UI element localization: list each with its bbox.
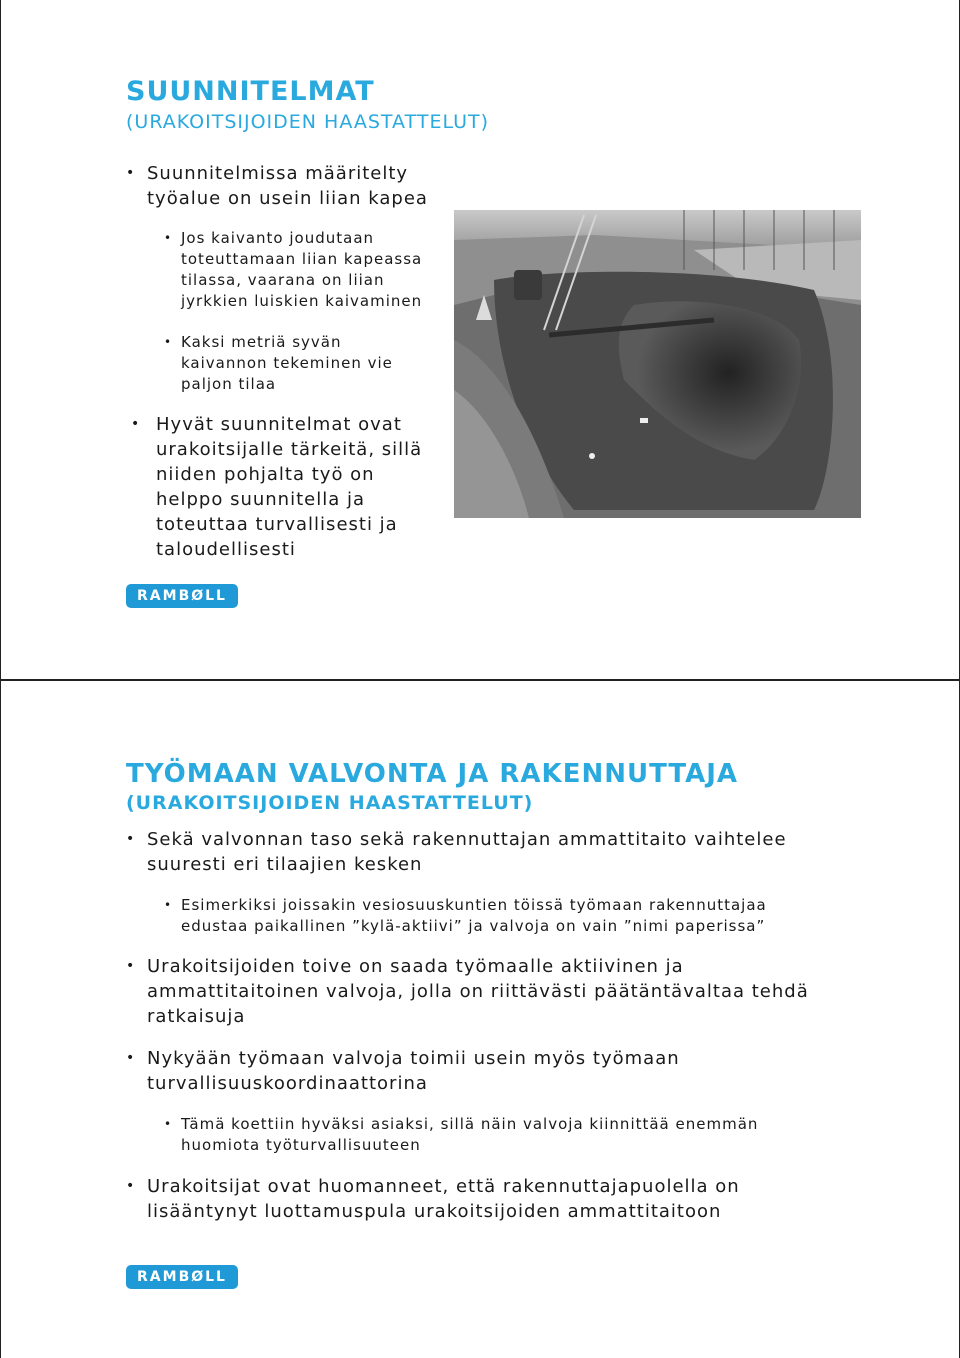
- slide-tyomaan-valvonta: [0, 679, 960, 1358]
- slide-title: SUUNNITELMAT: [126, 76, 375, 107]
- bullet-text: Tämä koettiin hyväksi asiaksi, sillä näin valvoja kiinnittää enemmän huomiota työturvallisuuteen: [181, 1115, 759, 1154]
- excavation-photo: [454, 210, 861, 518]
- bullet-l2: [164, 228, 451, 312]
- bullet-dot-icon: •: [126, 958, 136, 974]
- slide-title: TYÖMAAN VALVONTA JA RAKENNUTTAJA: [126, 759, 739, 789]
- bullet-text: Esimerkiksi joissakin vesiosuuskuntien töissä työmaan rakennuttajaa edustaa paikallinen ”kylä-aktiivi” ja valvoja on vain ”nimi paperissa”: [181, 896, 767, 935]
- bullet-dot-icon: •: [126, 165, 136, 181]
- slide-subtitle: (URAKOITSIJOIDEN HAASTATTELUT): [126, 111, 490, 133]
- bullet-dot-icon: •: [164, 1117, 173, 1131]
- bullet-l1: [131, 412, 451, 562]
- bullet-dot-icon: •: [164, 898, 173, 912]
- slide-subtitle: (URAKOITSIJOIDEN HAASTATTELUT): [126, 792, 534, 814]
- bullet-l1: [126, 161, 457, 211]
- bullet-text: Sekä valvonnan taso sekä rakennuttajan ammattitaito vaihtelee suuresti eri tilaajien kesken: [147, 829, 787, 875]
- bullet-text: Suunnitelmissa määritelty työalue on usein liian kapea: [147, 163, 428, 209]
- bullet-dot-icon: •: [164, 335, 173, 349]
- bullet-text: Nykyään työmaan valvoja toimii usein myös työmaan turvallisuuskoordinaattorina: [147, 1048, 680, 1094]
- ramboll-logo: RAMBØLL: [126, 1265, 238, 1289]
- bullet-l2: [164, 895, 901, 937]
- bullet-dot-icon: •: [131, 416, 141, 432]
- bullet-text: Jos kaivanto joudutaan toteuttamaan liian kapeassa tilassa, vaarana on liian jyrkkien luiskien kaivaminen: [181, 229, 423, 310]
- bullet-l1: [126, 827, 917, 877]
- bullet-dot-icon: •: [126, 831, 136, 847]
- bullet-dot-icon: •: [126, 1178, 136, 1194]
- bullet-l2: [164, 1114, 901, 1156]
- bullet-text: Kaksi metriä syvän kaivannon tekeminen vie paljon tilaa: [181, 333, 393, 393]
- bullet-text: Hyvät suunnitelmat ovat urakoitsijalle tärkeitä, sillä niiden pohjalta työ on helppo suunnitella ja toteuttaa turvallisesti ja taloudellisesti: [156, 414, 423, 560]
- ramboll-logo: RAMBØLL: [126, 584, 238, 608]
- bullet-dot-icon: •: [126, 1050, 136, 1066]
- bullet-dot-icon: •: [164, 231, 173, 245]
- bullet-l1: [126, 954, 917, 1029]
- bullet-text: Urakoitsijat ovat huomanneet, että rakennuttajapuolella on lisääntynyt luottamuspula urakoitsijoiden ammattitaitoon: [147, 1176, 740, 1222]
- bullet-l2: [164, 332, 451, 395]
- bullet-l1: [126, 1046, 917, 1096]
- bullet-l1: [126, 1174, 917, 1224]
- bullet-text: Urakoitsijoiden toive on saada työmaalle aktiivinen ja ammattitaitoinen valvoja, jolla on riittävästi päätäntävaltaa tehdä ratkaisuja: [147, 956, 809, 1027]
